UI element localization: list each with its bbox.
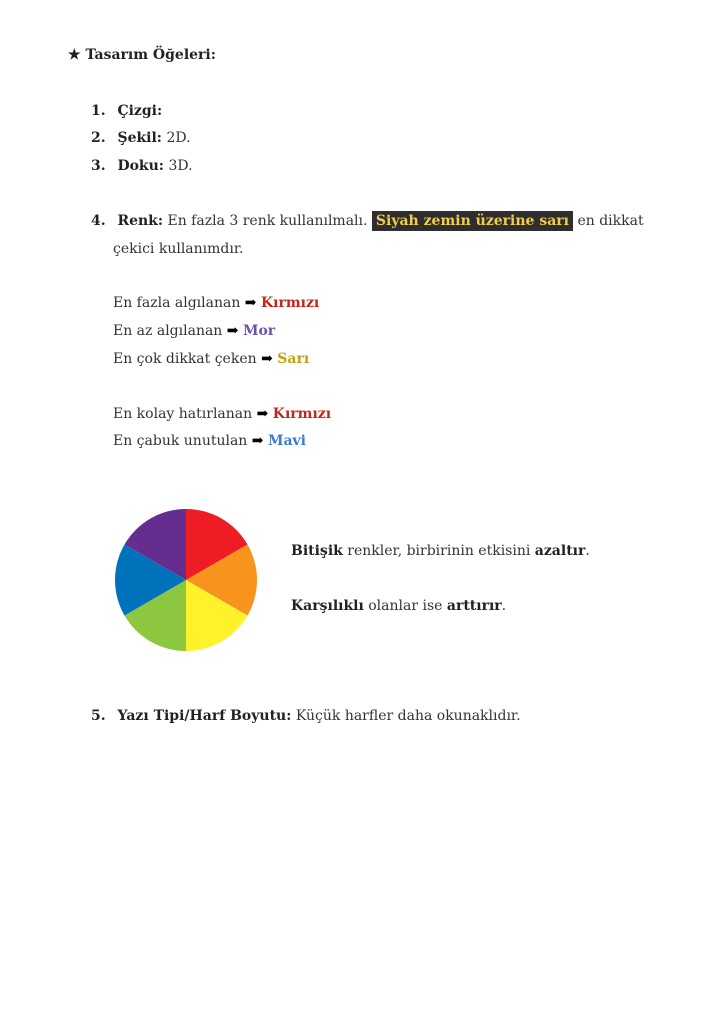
renk-text: En fazla 3 renk kullanılmalı. — [167, 213, 368, 229]
list-label: Doku: — [117, 158, 164, 174]
arrow-right-icon: ➡ — [244, 295, 257, 311]
opposite-mid: olanlar ise — [368, 598, 443, 614]
list-label: Renk: — [117, 213, 164, 229]
arrow-right-icon: ➡ — [256, 406, 269, 422]
list-number: 2. — [91, 130, 106, 146]
section-heading — [68, 47, 216, 63]
perception-line-attention — [113, 351, 309, 367]
adjacent-bold: Bitişik — [291, 543, 343, 559]
list-item-renk — [91, 213, 644, 229]
section-title: Tasarım Öğeleri: — [85, 47, 216, 63]
memory-value: Mavi — [267, 433, 306, 449]
arrow-right-icon: ➡ — [226, 323, 239, 339]
opposite-dot: . — [501, 598, 507, 614]
list-text: Küçük harfler daha okunaklıdır. — [295, 708, 521, 724]
perception-prefix: En fazla algılanan — [113, 295, 241, 311]
arrow-right-icon: ➡ — [261, 351, 273, 367]
list-text: 3D. — [168, 158, 193, 174]
perception-value: Kırmızı — [260, 295, 320, 311]
adjacent-dot: . — [585, 543, 590, 559]
perception-value: Mor — [242, 323, 276, 339]
list-label: Şekil: — [117, 130, 162, 146]
adjacent-end: azaltır — [534, 543, 586, 559]
list-label: Çizgi: — [117, 103, 163, 119]
memory-prefix: En kolay hatırlanan — [113, 406, 253, 422]
list-item-sekil — [91, 130, 191, 146]
list-text: 2D. — [166, 130, 191, 146]
renk-text-after: en dikkat — [577, 213, 644, 229]
opposite-colors-text — [291, 598, 506, 614]
memory-line-remembered — [113, 406, 331, 422]
opposite-end: arttırır — [446, 598, 502, 614]
list-number: 3. — [91, 158, 106, 174]
list-item-cizgi — [91, 103, 162, 119]
star-icon: ★ — [68, 47, 81, 63]
memory-prefix: En çabuk unutulan — [113, 433, 248, 449]
perception-line-most — [113, 295, 319, 311]
memory-line-forgotten — [113, 433, 306, 449]
arrow-right-icon: ➡ — [251, 433, 264, 449]
adjacent-colors-text — [291, 543, 590, 559]
highlight-text: Siyah zemin üzerine sarı — [372, 211, 573, 231]
perception-prefix: En az algılanan — [113, 323, 223, 339]
list-number: 4. — [91, 213, 106, 229]
renk-line2: çekici kullanımdır. — [113, 241, 244, 257]
adjacent-mid: renkler, birbirinin etkisini — [347, 543, 531, 559]
list-number: 1. — [91, 103, 106, 119]
perception-value: Sarı — [277, 351, 310, 367]
list-item-font — [91, 708, 521, 724]
opposite-bold: Karşılıklı — [291, 598, 364, 614]
perception-prefix: En çok dikkat çeken — [113, 351, 257, 367]
color-wheel — [114, 508, 258, 652]
list-number: 5. — [91, 708, 106, 724]
perception-line-least — [113, 323, 275, 339]
list-item-doku — [91, 158, 193, 174]
memory-value: Kırmızı — [272, 406, 332, 422]
list-label: Yazı Tipi/Harf Boyutu: — [117, 708, 292, 724]
